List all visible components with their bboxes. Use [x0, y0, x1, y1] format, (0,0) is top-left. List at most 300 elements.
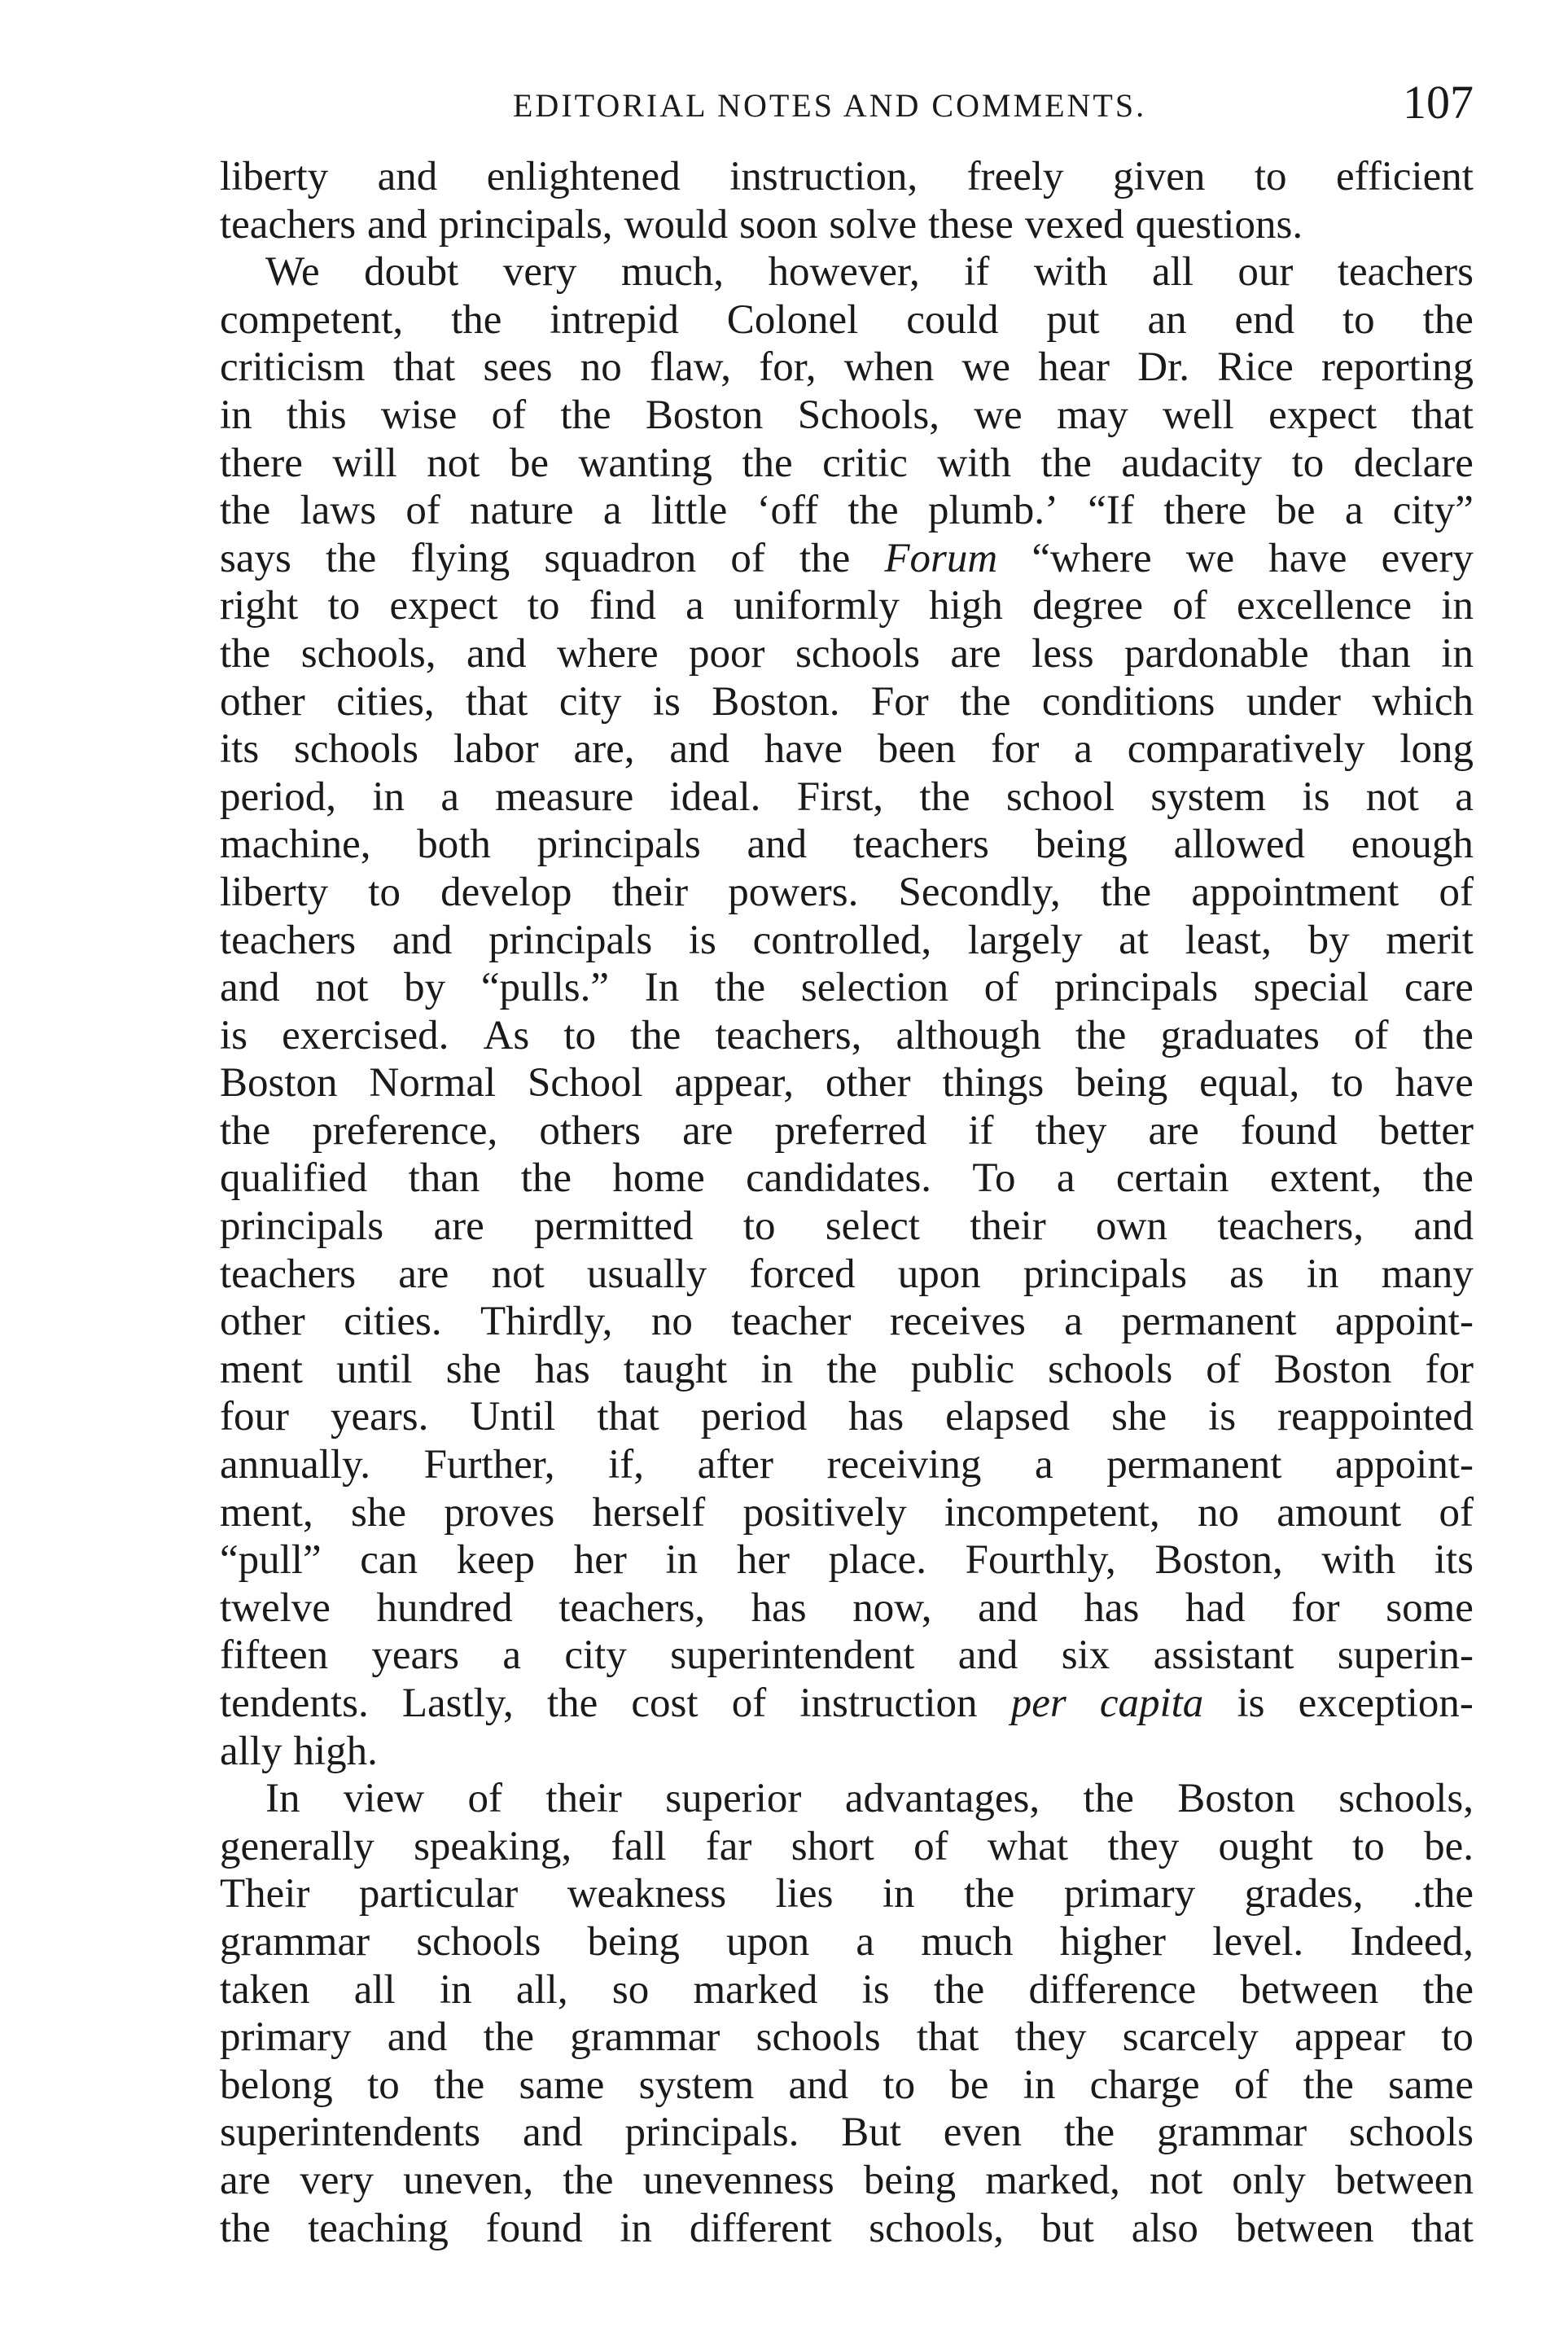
- word: the: [1422, 1012, 1474, 1058]
- word: wise: [380, 392, 458, 438]
- text-line: [220, 1680, 1474, 1728]
- word: given: [1113, 154, 1206, 199]
- word: this: [286, 392, 347, 438]
- text-line: [220, 2014, 1474, 2062]
- word: the: [546, 1681, 598, 1726]
- word: only: [1232, 2157, 1306, 2203]
- word: after: [697, 1442, 774, 1488]
- word: between: [1235, 2205, 1374, 2251]
- word: are: [433, 1203, 484, 1250]
- word: teachers: [220, 1251, 357, 1297]
- word: being: [863, 2157, 957, 2203]
- word: equal,: [1199, 1060, 1300, 1107]
- word: capita: [1099, 1681, 1204, 1726]
- word: is: [688, 917, 716, 963]
- word: forced: [749, 1251, 856, 1297]
- word: In: [644, 965, 680, 1011]
- word: preferred: [774, 1107, 927, 1154]
- word: schools,: [1338, 1776, 1474, 1822]
- word: she: [445, 1346, 501, 1392]
- text-line: [220, 2205, 1474, 2253]
- word: the: [1303, 2062, 1354, 2108]
- word: uneven,: [403, 2157, 534, 2203]
- text-line: [220, 1728, 1474, 1776]
- word: if,: [608, 1442, 645, 1488]
- word: appoint-: [1335, 1442, 1474, 1488]
- word: appear: [1294, 2014, 1405, 2061]
- word: city: [558, 678, 622, 725]
- text-line: [220, 1012, 1474, 1060]
- word: if: [964, 249, 990, 296]
- word: far: [705, 1823, 752, 1869]
- word: grammar: [570, 2014, 720, 2061]
- text-line: [220, 2109, 1474, 2157]
- word: pardonable: [1124, 630, 1309, 677]
- word: six: [1061, 1632, 1110, 1679]
- word: other: [220, 1299, 305, 1345]
- word: very: [502, 249, 577, 296]
- text-line: [220, 1251, 1474, 1299]
- word: extent,: [1269, 1155, 1382, 1202]
- word: controlled,: [752, 917, 932, 963]
- word: critic: [822, 440, 908, 486]
- word: her: [573, 1537, 627, 1584]
- word: that: [392, 344, 456, 391]
- word: the: [560, 392, 611, 438]
- word: no: [1197, 1489, 1239, 1536]
- word: school: [1005, 773, 1115, 820]
- word: view: [343, 1776, 425, 1822]
- word: Colonel: [726, 296, 859, 343]
- word: flying: [410, 535, 510, 581]
- word: a: [440, 773, 459, 820]
- word: all: [1151, 249, 1194, 296]
- word: “If: [1088, 488, 1134, 534]
- word: weakness: [567, 1871, 727, 1917]
- word: vexed: [1024, 201, 1124, 248]
- word: fifteen: [220, 1632, 329, 1679]
- word: Boston.: [712, 678, 840, 725]
- word: in: [760, 1346, 794, 1392]
- word: city”: [1392, 488, 1474, 534]
- word: superintendents: [220, 2110, 481, 2156]
- word: no: [650, 1299, 693, 1345]
- word: are,: [573, 726, 635, 773]
- word: expect: [1268, 392, 1377, 438]
- word: principals.: [624, 2110, 799, 2156]
- word: expect: [389, 583, 498, 629]
- word: found: [485, 2205, 583, 2251]
- word: says: [220, 535, 291, 581]
- word: if: [968, 1107, 994, 1154]
- word: conditions: [1041, 678, 1215, 725]
- word: freely: [966, 154, 1064, 199]
- word: that: [916, 2014, 979, 2061]
- word: that: [1411, 2205, 1474, 2251]
- page-header: [220, 75, 1474, 132]
- word: largely: [967, 917, 1083, 963]
- word: superintendent: [670, 1632, 915, 1679]
- word: principals: [1023, 1251, 1188, 1297]
- word: usually: [586, 1251, 707, 1297]
- word: the: [630, 1012, 681, 1058]
- word: at: [1119, 917, 1149, 963]
- word: own: [1096, 1203, 1167, 1250]
- word: ment,: [220, 1489, 313, 1536]
- word: is: [220, 1012, 248, 1058]
- word: in: [620, 2205, 653, 2251]
- word: city: [564, 1632, 627, 1679]
- word: be.: [1424, 1823, 1474, 1869]
- word: nature: [470, 488, 574, 534]
- text-line: [220, 630, 1474, 678]
- word: First,: [796, 773, 884, 820]
- word: candidates.: [746, 1155, 932, 1202]
- word: is: [1208, 1394, 1237, 1440]
- word: reappointed: [1277, 1394, 1474, 1440]
- word: hundred: [376, 1584, 513, 1631]
- word: belong: [220, 2062, 333, 2108]
- word: exception-: [1298, 1681, 1474, 1726]
- word: schools: [1349, 2110, 1474, 2156]
- text-line: [220, 1346, 1474, 1394]
- word: doubt: [364, 249, 459, 296]
- word: laws: [300, 488, 377, 534]
- word: in: [665, 1537, 699, 1584]
- word: we: [1185, 535, 1235, 581]
- word: the: [1422, 1966, 1474, 2013]
- word: a: [1074, 726, 1093, 773]
- word: the: [1040, 440, 1092, 486]
- word: principals: [537, 822, 701, 868]
- word: she: [1111, 1394, 1167, 1440]
- word: of: [1233, 2062, 1269, 2108]
- word: the: [451, 296, 502, 343]
- word: put: [1046, 296, 1100, 343]
- word: comparatively: [1127, 726, 1365, 773]
- word: have: [1268, 535, 1347, 581]
- word: of: [491, 392, 527, 438]
- word: and: [377, 154, 438, 199]
- word: superior: [665, 1776, 802, 1822]
- word: things: [942, 1060, 1045, 1107]
- word: end: [1234, 296, 1295, 343]
- word: and: [367, 201, 427, 248]
- word: a: [1034, 1442, 1053, 1488]
- word: other: [825, 1060, 911, 1107]
- word: primary: [220, 2014, 352, 2061]
- word: be: [1276, 488, 1316, 534]
- word: period,: [220, 773, 337, 820]
- word: least,: [1185, 917, 1272, 963]
- word: appointment: [1191, 869, 1399, 915]
- word: principals: [488, 917, 653, 963]
- word: scarcely: [1122, 2014, 1259, 2061]
- word: special: [1253, 965, 1369, 1011]
- word: although: [896, 1012, 1041, 1058]
- word: efficient: [1336, 154, 1474, 199]
- word: teachers,: [715, 1012, 862, 1058]
- body-text: [220, 153, 1474, 2252]
- word: all: [353, 1966, 396, 2013]
- word: teachers: [1337, 249, 1474, 296]
- word: of: [467, 1776, 502, 1822]
- word: superin-: [1337, 1632, 1474, 1679]
- word: cities.: [344, 1299, 442, 1345]
- text-line: [220, 248, 1474, 296]
- word: schools,: [869, 2205, 1005, 2251]
- word: grammar: [220, 1918, 370, 1965]
- word: its: [220, 726, 260, 773]
- word: much: [921, 1918, 1014, 1965]
- word: solve: [829, 201, 918, 248]
- word: the: [1422, 1155, 1474, 1202]
- word: Boston: [1273, 1346, 1392, 1392]
- word: reporting: [1321, 344, 1474, 391]
- word: audacity: [1121, 440, 1263, 486]
- word: in: [1441, 583, 1474, 629]
- word: For: [870, 678, 929, 725]
- text-line: [220, 1870, 1474, 1918]
- word: is: [861, 1966, 890, 2013]
- word: “where: [1031, 535, 1152, 581]
- word: to: [1441, 2014, 1474, 2061]
- word: their: [970, 1203, 1046, 1250]
- word: ought: [1218, 1823, 1313, 1869]
- word: schools: [756, 2014, 881, 2061]
- word: that: [466, 678, 528, 725]
- word: schools: [294, 726, 419, 773]
- word: the: [1100, 869, 1152, 915]
- word: other: [220, 678, 305, 725]
- word: a: [602, 488, 622, 534]
- word: schools: [795, 630, 920, 677]
- word: could: [906, 296, 999, 343]
- word: we: [961, 344, 1010, 391]
- text-line: [220, 2062, 1474, 2110]
- text-line: [220, 917, 1474, 965]
- word: as: [1229, 1251, 1264, 1297]
- word: marked,: [985, 2157, 1120, 2203]
- word: years.: [331, 1394, 429, 1440]
- word: to: [883, 2062, 916, 2108]
- word: the: [742, 440, 793, 486]
- word: are: [950, 630, 1001, 677]
- word: Boston,: [1154, 1537, 1283, 1584]
- word: the: [220, 1107, 271, 1154]
- running-head: EDITORIAL NOTES AND COMMENTS.: [513, 87, 1147, 124]
- word: with: [1033, 249, 1108, 296]
- word: all,: [515, 1966, 568, 2013]
- word: an: [1147, 296, 1187, 343]
- word: Further,: [423, 1442, 555, 1488]
- word: schools,: [300, 630, 436, 677]
- word: herself: [592, 1489, 706, 1536]
- word: is: [1237, 1681, 1265, 1726]
- word: there: [1163, 488, 1247, 534]
- text-line: [220, 2157, 1474, 2205]
- word: particular: [358, 1871, 519, 1917]
- word: selection: [800, 965, 949, 1011]
- word: to: [1254, 154, 1287, 199]
- word: very: [300, 2157, 374, 2203]
- word: fall: [611, 1823, 667, 1869]
- word: being: [1035, 822, 1128, 868]
- word: been: [877, 726, 957, 773]
- word: has: [534, 1346, 590, 1392]
- word: instruction: [799, 1681, 978, 1726]
- word: also: [1131, 2205, 1198, 2251]
- word: soon: [739, 201, 818, 248]
- word: preference,: [312, 1107, 498, 1154]
- word: are: [398, 1251, 449, 1297]
- word: cost: [631, 1681, 699, 1726]
- word: ment: [220, 1346, 303, 1392]
- word: of: [731, 1681, 767, 1726]
- word: has: [848, 1394, 904, 1440]
- word: upon: [897, 1251, 981, 1297]
- word: not: [1150, 2157, 1203, 2203]
- word: elapsed: [945, 1394, 1071, 1440]
- word: its: [1434, 1537, 1474, 1584]
- word: and: [1413, 1203, 1474, 1250]
- text-line: [220, 1632, 1474, 1680]
- word: “pull”: [220, 1537, 322, 1584]
- word: in: [439, 1966, 472, 2013]
- word: appoint-: [1334, 1299, 1474, 1345]
- word: machine,: [220, 822, 371, 868]
- word: of: [1172, 583, 1207, 629]
- word: less: [1031, 630, 1094, 677]
- word: Boston: [220, 1060, 338, 1107]
- text-line: [220, 678, 1474, 726]
- text-line: [220, 296, 1474, 344]
- word: principals: [220, 1203, 384, 1250]
- word: place.: [828, 1537, 926, 1584]
- word: Boston: [645, 392, 764, 438]
- word: schools: [1048, 1346, 1173, 1392]
- word: of: [405, 488, 440, 534]
- word: teachers: [220, 201, 357, 248]
- word: our: [1237, 249, 1294, 296]
- word: and: [747, 822, 808, 868]
- word: has: [1084, 1584, 1140, 1631]
- word: may: [1056, 392, 1128, 438]
- word: select: [825, 1203, 920, 1250]
- word: high: [929, 583, 1003, 629]
- word: and: [392, 917, 453, 963]
- word: little: [650, 488, 728, 534]
- word: advantages,: [844, 1776, 1040, 1822]
- word: under: [1246, 678, 1341, 725]
- word: Fourthly,: [965, 1537, 1116, 1584]
- word: powers.: [728, 869, 859, 915]
- word: In: [265, 1776, 300, 1822]
- word: are: [682, 1107, 734, 1154]
- word: unevenness: [642, 2157, 834, 2203]
- word: and: [978, 1584, 1038, 1631]
- word: instruction,: [729, 154, 918, 199]
- word: both: [417, 822, 491, 868]
- word: permanent: [1121, 1299, 1297, 1345]
- word: principals: [1053, 965, 1219, 1011]
- word: in: [1441, 630, 1474, 677]
- word: Lastly,: [401, 1681, 514, 1726]
- word: level.: [1212, 1918, 1304, 1965]
- word: Schools,: [797, 392, 939, 438]
- word: they: [1014, 2014, 1087, 2061]
- word: years: [371, 1632, 460, 1679]
- word: excellence: [1236, 583, 1413, 629]
- text-line: [220, 773, 1474, 822]
- word: proves: [444, 1489, 555, 1536]
- word: find: [589, 583, 656, 629]
- word: labor: [453, 726, 539, 773]
- word: many: [1381, 1251, 1474, 1297]
- word: found: [1240, 1107, 1338, 1154]
- word: to: [1291, 440, 1325, 486]
- word: of: [983, 965, 1019, 1011]
- word: that: [1411, 392, 1474, 438]
- word: a: [1455, 773, 1474, 820]
- word: by: [1307, 917, 1350, 963]
- word: Indeed,: [1350, 1918, 1474, 1965]
- word: graduates: [1160, 1012, 1320, 1058]
- word: higher: [1059, 1918, 1167, 1965]
- word: .the: [1412, 1871, 1474, 1917]
- word: to: [1342, 296, 1375, 343]
- word: with: [1321, 1537, 1396, 1584]
- word: and: [466, 630, 527, 677]
- word: ideal.: [669, 773, 761, 820]
- text-line: [220, 1155, 1474, 1203]
- word: so: [611, 1966, 650, 2013]
- word: schools: [416, 1918, 541, 1965]
- text-line: [220, 535, 1474, 583]
- word: a: [685, 583, 704, 629]
- word: be: [949, 2062, 989, 2108]
- text-line: [220, 1918, 1474, 1966]
- word: system: [638, 2062, 755, 2108]
- word: system: [1150, 773, 1267, 820]
- word: she: [350, 1489, 406, 1536]
- word: by: [404, 965, 446, 1011]
- text-line: [220, 344, 1474, 392]
- word: no: [580, 344, 622, 391]
- word: Secondly,: [898, 869, 1061, 915]
- word: in: [220, 392, 252, 438]
- word: wanting: [578, 440, 712, 486]
- word: where: [557, 630, 659, 677]
- word: in: [1023, 2062, 1056, 2108]
- word: receives: [889, 1299, 1026, 1345]
- word: public: [910, 1346, 1015, 1392]
- word: and: [522, 2110, 583, 2156]
- word: not: [315, 965, 369, 1011]
- word: Their: [220, 1871, 310, 1917]
- text-line: [220, 1775, 1474, 1823]
- word: a: [856, 1918, 874, 1965]
- word: are: [1148, 1107, 1199, 1154]
- word: of: [1439, 1489, 1474, 1536]
- text-line: [220, 725, 1474, 773]
- text-line: [220, 440, 1474, 488]
- word: a: [1064, 1299, 1083, 1345]
- text-line: [220, 201, 1474, 249]
- word: their: [611, 869, 689, 915]
- word: Dr.: [1137, 344, 1189, 391]
- word: poor: [689, 630, 765, 677]
